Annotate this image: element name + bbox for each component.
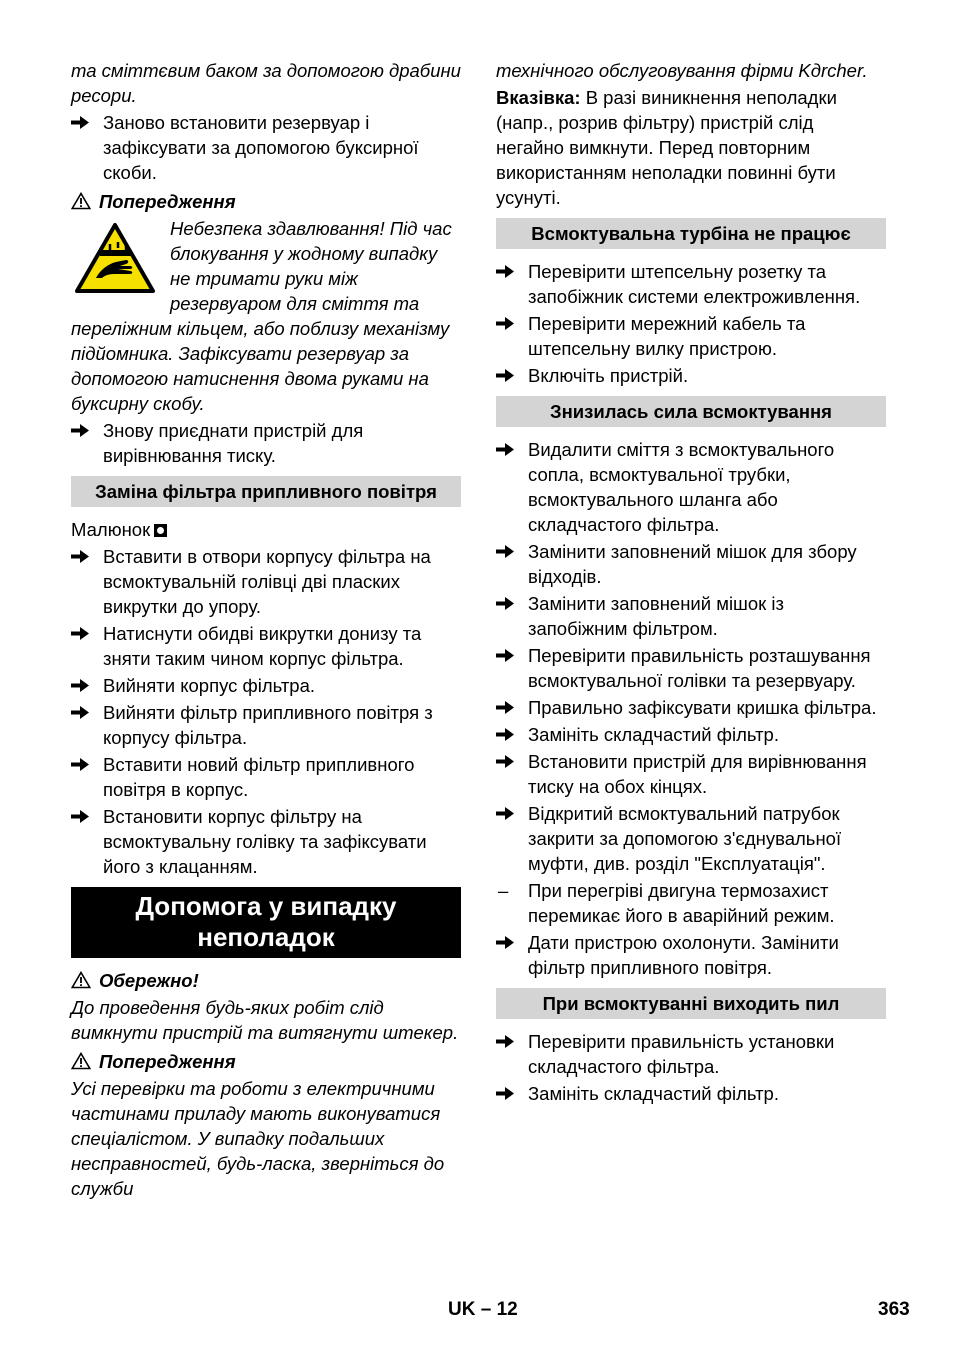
dash-marker: – — [498, 880, 509, 901]
list-item: Перевірити штепсельну розетку та запобіжник системи електроживлення. — [496, 259, 886, 309]
warning-text: Усі перевірки та роботи з електричними частинами приладу мають виконуватися спеціалістом. У випадку подальших несправностей, будь-ласка, зверніться до служби — [71, 1078, 445, 1199]
arrow-icon — [496, 801, 518, 821]
list-item: Натиснути обидві викрутки донизу та зняти таким чином корпус фільтра. — [71, 621, 461, 671]
arrow-icon — [496, 643, 518, 663]
arrow-icon — [496, 259, 518, 279]
list-item: Вийняти корпус фільтра. — [71, 673, 461, 698]
left-column — [71, 58, 461, 1201]
warning-triangle-icon — [71, 1051, 91, 1076]
page-number: 363 — [878, 1299, 910, 1320]
list-item: Відкритий всмоктувальний патрубок закрити за допомогою з'єднувальної муфти, див. розділ "Експлуатація". — [496, 801, 886, 876]
hand-crush-hazard-icon — [74, 222, 156, 294]
warning-text: Небезпека здавлювання! Під час блокування у жодному випадку не тримати руки між резервуаром для сміття та переліжним кільцем, або поблизу механізму підйомника. Зафіксувати резервуар за допомогою натиснення двома руками на буксирну скобу. — [71, 218, 452, 414]
arrow-icon — [496, 311, 518, 331]
dust-steps-list — [496, 1029, 886, 1106]
caution-text: До проведення будь-яких робіт слід вимкнути пристрій та витягнути штекер. — [71, 997, 459, 1043]
list-item: Вийняти фільтр припливного повітря з корпусу фільтра. — [71, 700, 461, 750]
arrow-icon — [71, 700, 93, 720]
continued-text: технічного обслуговування фірми Kдrcher. — [496, 60, 868, 81]
hazard-block — [71, 216, 461, 416]
figure-marker-icon — [154, 524, 167, 537]
arrow-icon — [496, 749, 518, 769]
list-item: Заново встановити резервуар і зафіксувати за допомогою буксирної скоби. — [71, 110, 461, 185]
list-item: Правильно зафіксувати кришка фільтра. — [496, 695, 886, 720]
list-item: Знову приєднати пристрій для вирівнювання тиску. — [71, 418, 461, 468]
chapter-heading: Допомога у випадку неполадок — [71, 887, 461, 958]
list-item: Дати пристрою охолонути. Замінити фільтр припливного повітря. — [496, 930, 886, 980]
turbine-steps-list — [496, 259, 886, 388]
list-item: Встановити корпус фільтру на всмоктувальну голівку та зафіксувати його з клацанням. — [71, 804, 461, 879]
list-item: Замініть складчастий фільтр. — [496, 722, 886, 747]
arrow-icon — [71, 804, 93, 824]
arrow-icon — [496, 437, 518, 457]
list-item: Замініть складчастий фільтр. — [496, 1081, 886, 1106]
warning-triangle-icon — [71, 191, 91, 216]
list-item: – При перегріві двигуна термозахист перемикає його в аварійний режим. — [498, 880, 835, 926]
arrow-icon — [496, 695, 518, 715]
section-heading-dust: При всмоктуванні виходить пил — [496, 988, 886, 1019]
list-item: Перевірити правильність установки складчастого фільтра. — [496, 1029, 886, 1079]
list-item: Встановити пристрій для вирівнювання тиску на обох кінцях. — [496, 749, 886, 799]
suction-steps-list — [496, 437, 886, 876]
arrow-icon — [71, 752, 93, 772]
arrow-icon — [71, 544, 93, 564]
right-column — [496, 58, 886, 1108]
list-item: Замінити заповнений мішок для збору відходів. — [496, 539, 886, 589]
section-heading-suction: Знизилась сила всмоктування — [496, 396, 886, 427]
footer-section-code: UK – 12 — [448, 1299, 518, 1320]
warning-triangle-icon — [71, 970, 91, 995]
list-item: Видалити сміття з всмоктувального сопла, всмоктувальної трубки, всмоктувального шланга або складчастого фільтра. — [496, 437, 886, 537]
filter-steps-list — [71, 544, 461, 879]
arrow-icon — [71, 621, 93, 641]
arrow-icon — [71, 673, 93, 693]
note-paragraph: Вказівка: В разі виникнення неполадки (напр., розрив фільтру) пристрій слід негайно вимкнути. Перед повторним використанням неполадки повинні бути усунуті. — [496, 87, 837, 208]
arrow-icon — [496, 930, 518, 950]
arrow-icon — [496, 591, 518, 611]
list-item: Замінити заповнений мішок із запобіжним фільтром. — [496, 591, 886, 641]
arrow-icon — [71, 110, 93, 130]
figure-reference: Малюнок — [71, 517, 461, 542]
note-label: Вказівка: — [496, 87, 581, 108]
list-item: Включіть пристрій. — [496, 363, 886, 388]
arrow-icon — [71, 418, 93, 438]
arrow-icon — [496, 1081, 518, 1101]
continued-text: та сміттєвим баком за допомогою драбини ресори. — [71, 60, 461, 106]
list-item: Вставити новий фільтр припливного повітря в корпус. — [71, 752, 461, 802]
list-item: Перевірити мережний кабель та штепсельну вилку пристрою. — [496, 311, 886, 361]
caution-heading: Обережно! — [71, 968, 461, 995]
section-heading-filter: Заміна фільтра припливного повітря — [71, 476, 461, 507]
arrow-icon — [496, 363, 518, 383]
arrow-icon — [496, 539, 518, 559]
warning-heading: Попередження — [71, 189, 461, 216]
arrow-icon — [496, 722, 518, 742]
list-item: Перевірити правильність розташування всмоктувальної голівки та резервуару. — [496, 643, 886, 693]
warning-heading: Попередження — [71, 1049, 461, 1076]
arrow-icon — [496, 1029, 518, 1049]
list-item: Вставити в отвори корпусу фільтра на всмоктувальній голівці дві пласких викрутки до упору. — [71, 544, 461, 619]
section-heading-turbine: Всмоктувальна турбіна не працює — [496, 218, 886, 249]
